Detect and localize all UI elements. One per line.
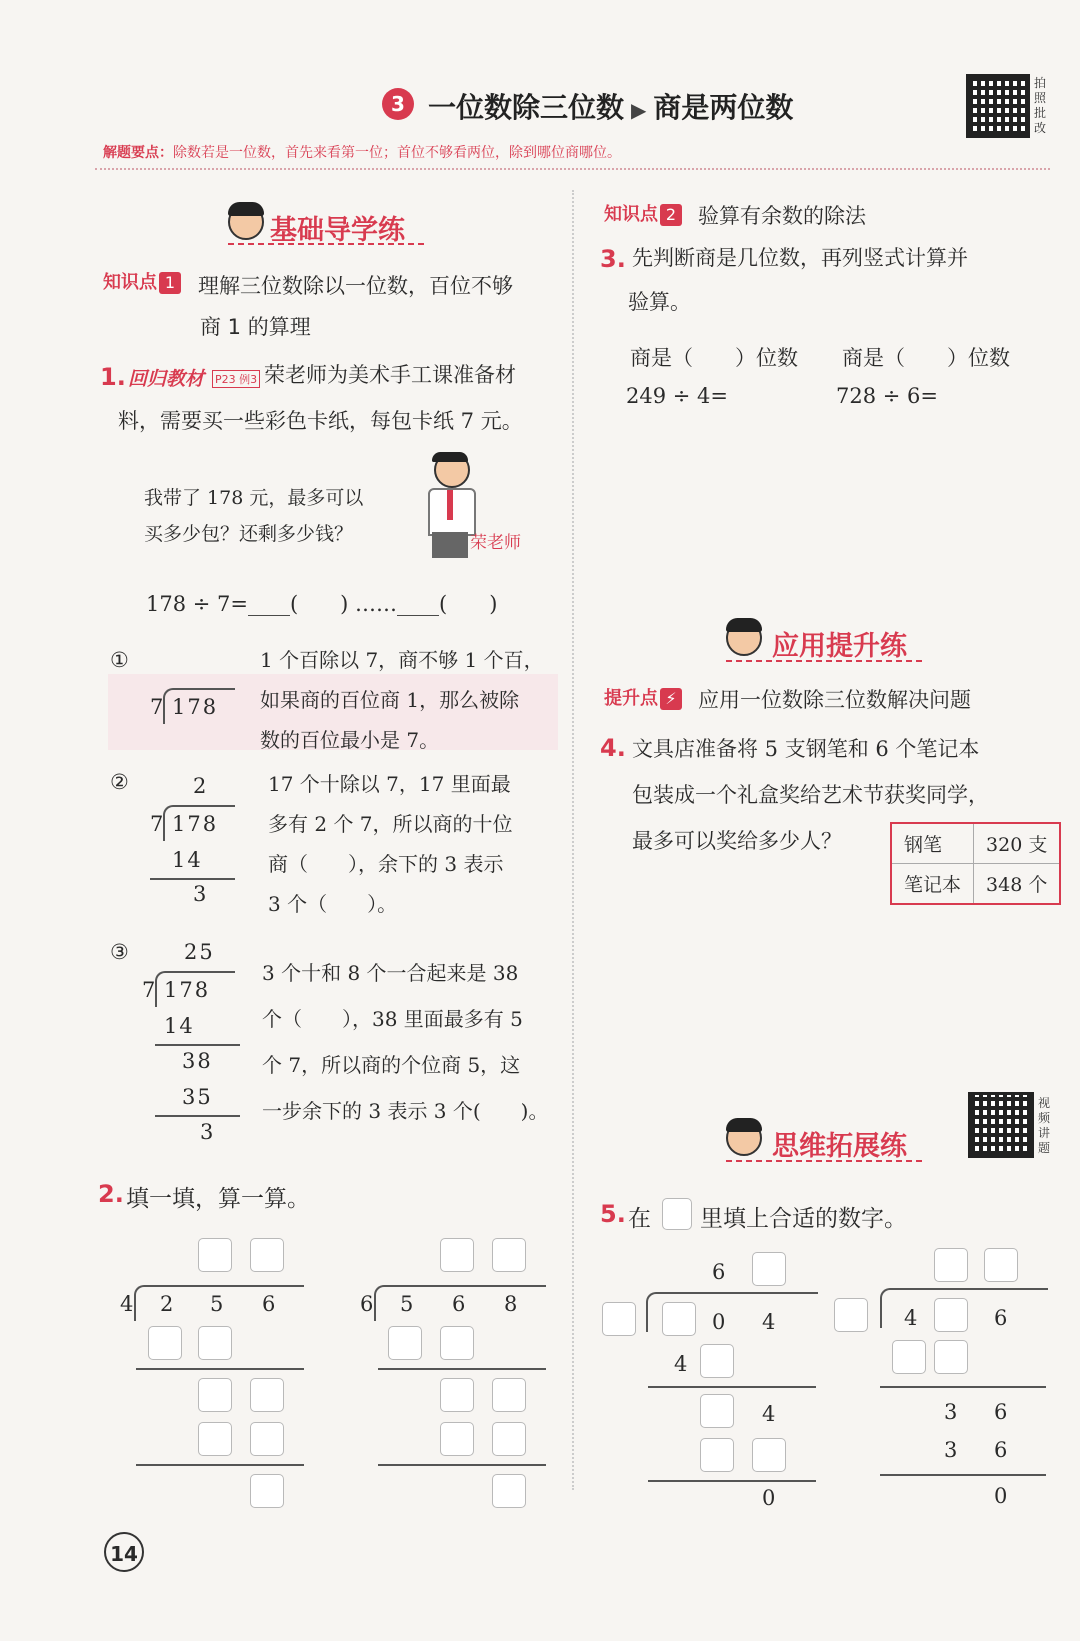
cartoon-kid-icon <box>726 620 762 656</box>
answer-box[interactable] <box>250 1474 284 1508</box>
q1-text-1: 荣老师为美术手工课准备材 <box>264 363 516 387</box>
step2-dividend: 178 <box>172 812 219 836</box>
answer-box[interactable] <box>492 1238 526 1272</box>
q1-equation: 178 ÷ 7=____( ) ……____( ) <box>146 592 498 616</box>
step3-explain: 3 个十和 8 个一合起来是 38 个（ ），38 里面最多有 5 个 7，所以商的个位商 5，这 一步余下的 3 表示 3 个( )。 <box>262 961 549 1123</box>
q5a-line1 <box>648 1386 816 1388</box>
step3-remainder: 3 <box>200 1120 216 1144</box>
step-3-number: ③ <box>110 940 129 964</box>
q5b-line2 <box>880 1474 1046 1476</box>
step1-divisor: 7 <box>150 695 166 719</box>
answer-box[interactable] <box>752 1252 786 1286</box>
section-title-apply: 应用提升练 <box>772 631 907 662</box>
answer-box[interactable] <box>700 1344 734 1378</box>
step2-line <box>150 878 235 880</box>
step2-explain: 17 个十除以 7，17 里面最 多有 2 个 7，所以商的十位 商（ ），余下的 3 表示 3 个（ ）。 <box>268 772 513 916</box>
kp3-text: 应用一位数除三位数解决问题 <box>698 688 971 712</box>
q3b-equation: 728 ÷ 6= <box>836 384 938 408</box>
step3-line1 <box>155 1044 240 1046</box>
step2-remainder: 3 <box>193 882 209 906</box>
q5b-digit-1: 4 <box>904 1306 920 1330</box>
qr-label: 视频讲题 <box>1038 1096 1051 1155</box>
table-cell: 320 支 <box>974 823 1061 864</box>
tip-line: 解题要点：除数若是一位数，首先来看第一位；首位不够看两位，除到哪位商哪位。 <box>103 145 621 161</box>
step1-dividend: 178 <box>172 695 219 719</box>
answer-box[interactable] <box>250 1378 284 1412</box>
q3b-hint: 商是（ ）位数 <box>842 346 1010 370</box>
answer-box[interactable] <box>492 1422 526 1456</box>
answer-box[interactable] <box>934 1298 968 1332</box>
answer-box[interactable] <box>934 1248 968 1282</box>
improve-point: 提升点 ⚡ <box>604 684 682 710</box>
q5b-line1 <box>880 1386 1046 1388</box>
table-row <box>891 823 1060 864</box>
q2a-digit-1: 2 <box>160 1292 176 1316</box>
table-cell: 348 个 <box>974 864 1061 905</box>
q5b-end: 0 <box>994 1484 1010 1508</box>
q2b-line2 <box>378 1464 546 1466</box>
teacher-speech: 我带了 178 元，最多可以 买多少包？还剩多少钱？ <box>144 487 364 545</box>
table-cell: 笔记本 <box>891 864 974 905</box>
q2-text: 填一填，算一算。 <box>126 1186 310 1212</box>
step1-explain: 1 个百除以 7，商不够 1 个百， 如果商的百位商 1，那么被除 数的百位最小是 7。 <box>260 648 544 752</box>
knowledge-point-1: 知识点 1 <box>103 268 181 294</box>
step3-line2 <box>155 1115 240 1117</box>
step-1-number: ① <box>110 648 129 672</box>
qr-label: 拍照批改 <box>1034 76 1047 135</box>
q3-text-2: 验算。 <box>628 290 691 314</box>
q2a-divisor: 4 <box>120 1292 136 1316</box>
answer-box[interactable] <box>892 1340 926 1374</box>
q3a-equation: 249 ÷ 4= <box>626 384 728 408</box>
q5b-sub-a: 3 <box>944 1438 960 1462</box>
cartoon-kid-icon <box>726 1120 762 1156</box>
answer-box[interactable] <box>492 1378 526 1412</box>
step3-sub1: 14 <box>164 1014 195 1038</box>
section-underline <box>726 660 922 662</box>
step3-dividend: 178 <box>164 978 211 1002</box>
step2-divisor: 7 <box>150 812 166 836</box>
answer-box[interactable] <box>198 1378 232 1412</box>
answer-box[interactable] <box>198 1326 232 1360</box>
question-2-number: 2. <box>98 1180 124 1208</box>
q5-pre: 在 <box>628 1206 651 1232</box>
step3-quotient: 25 <box>184 940 215 964</box>
answer-box[interactable] <box>700 1394 734 1428</box>
q2b-digit-2: 6 <box>452 1292 468 1316</box>
answer-box[interactable] <box>662 1302 696 1336</box>
q5a-quotient-1: 6 <box>712 1260 728 1284</box>
step3-divisor: 7 <box>142 978 158 1002</box>
q5b-sub-b: 6 <box>994 1438 1010 1462</box>
answer-box[interactable] <box>602 1302 636 1336</box>
q2b-digit-1: 5 <box>400 1292 416 1316</box>
q5b-digit-3: 6 <box>994 1306 1010 1330</box>
q5b-rem-b: 6 <box>994 1400 1010 1424</box>
answer-box[interactable] <box>492 1474 526 1508</box>
column-divider <box>572 190 574 1490</box>
table-row <box>891 864 1060 905</box>
qr-code[interactable] <box>966 74 1030 138</box>
answer-box[interactable] <box>984 1248 1018 1282</box>
q4-text: 文具店准备将 5 支钢笔和 6 个笔记本 包装成一个礼盒奖给艺术节获奖同学， 最多可以奖给多少人？ <box>632 737 989 853</box>
section-title-thinking: 思维拓展练 <box>772 1131 907 1162</box>
q2b-digit-3: 8 <box>504 1292 520 1316</box>
q5a-rem-1: 4 <box>762 1402 778 1426</box>
q5a-sub-1: 4 <box>674 1352 690 1376</box>
answer-box[interactable] <box>440 1326 474 1360</box>
kp2-text: 验算有余数的除法 <box>698 204 866 228</box>
q3a-hint: 商是（ ）位数 <box>630 346 798 370</box>
answer-box[interactable] <box>250 1422 284 1456</box>
step-2-number: ② <box>110 770 129 794</box>
textbook-tag: 回归教材 <box>128 368 205 390</box>
step3-remainder-row: 38 <box>182 1049 213 1073</box>
answer-box[interactable] <box>198 1422 232 1456</box>
step2-subtract: 14 <box>172 848 203 872</box>
answer-box[interactable] <box>752 1438 786 1472</box>
question-4-number: 4. <box>600 734 626 762</box>
q5a-digit-3: 4 <box>762 1310 778 1334</box>
q2b-line1 <box>378 1368 546 1370</box>
q2a-digit-2: 5 <box>210 1292 226 1316</box>
section-underline <box>726 1160 922 1162</box>
unit-number-badge: 3 <box>382 88 414 120</box>
question-1-number: 1. <box>100 363 126 391</box>
answer-box[interactable] <box>834 1298 868 1332</box>
section-underline <box>228 243 424 245</box>
textbook-ref: P23 例3 <box>212 370 260 388</box>
answer-box[interactable] <box>388 1326 422 1360</box>
kp1-text-2: 商 1 的算理 <box>200 315 311 339</box>
answer-box[interactable] <box>440 1378 474 1412</box>
q5a-end: 0 <box>762 1486 778 1510</box>
q2a-line2 <box>136 1464 304 1466</box>
q5a-line2 <box>648 1480 816 1482</box>
q5b-rem-a: 3 <box>944 1400 960 1424</box>
kp1-text-1: 理解三位数除以一位数，百位不够 <box>198 274 513 298</box>
page-number: 14 <box>104 1532 144 1572</box>
teacher-name: 荣老师 <box>470 533 521 553</box>
answer-box[interactable] <box>148 1326 182 1360</box>
step3-sub2: 35 <box>182 1085 213 1109</box>
question-3-number: 3. <box>600 245 626 273</box>
q1-text-2: 料，需要买一些彩色卡纸，每包卡纸 7 元。 <box>118 409 523 433</box>
q2a-line1 <box>136 1368 304 1370</box>
cartoon-kid-icon <box>228 204 264 240</box>
question-5-number: 5. <box>600 1200 626 1228</box>
q2a-digit-3: 6 <box>262 1292 278 1316</box>
answer-box-sample <box>662 1198 692 1230</box>
q5-post: 里填上合适的数字。 <box>700 1206 907 1232</box>
q3-text-1: 先判断商是几位数，再列竖式计算并 <box>632 246 968 270</box>
answer-box[interactable] <box>440 1238 474 1272</box>
table-cell: 钢笔 <box>891 823 974 864</box>
header-divider <box>95 168 1050 170</box>
knowledge-point-2: 知识点 2 <box>604 200 682 226</box>
answer-box[interactable] <box>440 1422 474 1456</box>
page-title: 一位数除三位数 ▶ 商是两位数 <box>428 91 794 124</box>
answer-box[interactable] <box>250 1238 284 1272</box>
qr-code[interactable] <box>968 1092 1034 1158</box>
stationery-table <box>890 822 1061 905</box>
answer-box[interactable] <box>934 1340 968 1374</box>
step2-quotient: 2 <box>193 774 209 798</box>
answer-box[interactable] <box>198 1238 232 1272</box>
q5a-digit-2: 0 <box>712 1310 728 1334</box>
answer-box[interactable] <box>700 1438 734 1472</box>
q2b-divisor: 6 <box>360 1292 376 1316</box>
section-title-basic: 基础导学练 <box>270 215 405 246</box>
